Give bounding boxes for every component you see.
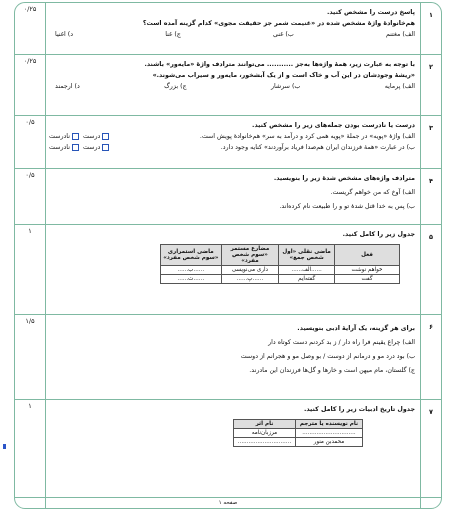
question-body <box>55 229 415 284</box>
question-score: ۱/۵ <box>25 317 35 325</box>
table-header: نام اثر <box>234 420 296 429</box>
table-header: مضارع مستمر «سوم شخص مفرد» <box>221 245 279 266</box>
table-cell-blank[interactable]: .............................. <box>295 429 362 438</box>
question-row-2 <box>15 55 441 116</box>
question-body <box>55 59 415 90</box>
item-c: ج) گلستان، مام میهن است و خارها و گل‌ها فرزندان این مادرند. <box>249 367 415 374</box>
question-row-7 <box>15 400 441 498</box>
true-label: درست <box>83 144 101 151</box>
table-header-row <box>234 420 363 429</box>
question-row-6 <box>15 315 441 400</box>
question-body <box>55 319 415 376</box>
true-false-item <box>49 131 415 142</box>
option-b[interactable]: ب) سرشار <box>270 83 301 90</box>
table-row <box>161 275 400 284</box>
question-score: ۰/۵ <box>25 171 35 179</box>
false-checkbox[interactable] <box>72 144 79 151</box>
margin-mark <box>3 444 6 449</box>
item-b: ب) پس به خدا قتل شدهٔ تو و را طبیعت نام کرده‌اند. <box>279 203 415 210</box>
question-score: ۰/۵ <box>25 118 35 126</box>
table-header: ماضی استمراری «سوم شخص مفرد» <box>161 245 222 266</box>
exam-sheet <box>14 2 442 509</box>
question-number: ۱ <box>429 11 433 19</box>
option-c[interactable]: ج) غنا <box>165 31 181 38</box>
answer-options <box>55 31 415 38</box>
question-number: ۵ <box>429 233 433 241</box>
question-instruction: برای هر گزینه، یک آرایۀ ادبی بنویسید. <box>297 325 415 332</box>
question-row-4 <box>15 169 441 225</box>
question-body <box>55 404 415 447</box>
table-cell: گفت <box>335 275 400 284</box>
true-false-choices <box>49 131 111 142</box>
question-body <box>49 120 415 153</box>
question-score: ۰/۲۵ <box>23 57 37 65</box>
true-false-item <box>49 142 415 153</box>
question-instruction: مترادف واژه‌های مشخص شدۀ زیر را بنویسید. <box>273 175 415 182</box>
table-cell-blank[interactable]: .............................. <box>234 438 296 447</box>
table-row <box>234 438 363 447</box>
question-number: ۲ <box>429 63 433 71</box>
question-row-3 <box>15 116 441 169</box>
false-label: نادرست <box>49 144 70 151</box>
question-row-1 <box>15 3 441 55</box>
table-cell-blank[interactable]: ......ب...... <box>161 266 222 275</box>
true-false-choices <box>49 142 111 153</box>
true-checkbox[interactable] <box>102 144 109 151</box>
table-cell: داری می‌نویسی <box>221 266 279 275</box>
true-label: درست <box>83 133 101 140</box>
quoted-sentence: «ریشۀ وجودشان در این آب و خاک است و از یک آبشخور، مایه‌ور و سیراب می‌شوند.» <box>152 72 415 79</box>
false-label: نادرست <box>49 133 70 140</box>
statement-b: ب) در عبارت «همۀ فرزندان ایران هم‌صدا فریاد برآوردند» کنایه وجود دارد. <box>220 144 415 151</box>
question-body <box>55 7 415 38</box>
option-a[interactable]: الف) پرمایه <box>384 83 415 90</box>
table-cell-blank[interactable]: ......الف...... <box>279 266 335 275</box>
table-cell: گفته‌ایم <box>279 275 335 284</box>
statement-a: الف) واژۀ «پویه» در جملۀ «پویه همی کرد و درآمد به سر» هم‌خانوادۀ پویش است. <box>199 133 415 140</box>
question-row-5 <box>15 225 441 315</box>
option-b[interactable]: ب) غنی <box>272 31 294 38</box>
item-a: الف) چراغ یقینم فرا راه دار / ز بد کردنم دست کوتاه دار <box>268 339 415 346</box>
table-header: فعل <box>335 245 400 266</box>
table-header: ماضی نقلی «اول شخص جمع» <box>279 245 335 266</box>
question-instruction: درست یا نادرست بودن جمله‌های زیر را مشخص کنید. <box>252 122 415 129</box>
question-instruction: جدول زیر را کامل کنید. <box>342 231 415 238</box>
option-d[interactable]: د) ارجمند <box>55 83 80 90</box>
option-c[interactable]: ج) بزرگ <box>164 83 187 90</box>
item-a: الف) آوخ که من خواهم گریست. <box>330 189 415 196</box>
table-header-row <box>161 245 400 266</box>
question-score: ۱ <box>28 402 32 410</box>
verb-table <box>160 244 400 284</box>
table-cell: محمدبن منور <box>295 438 362 447</box>
question-text: با توجه به عبارت زیر، همۀ واژه‌ها به‌جز ........... می‌توانند مترادف واژۀ «مایه‌ور» باشند. <box>144 61 415 68</box>
table-row <box>234 429 363 438</box>
table-cell-blank[interactable]: ......پ...... <box>221 275 279 284</box>
table-row <box>161 266 400 275</box>
question-number: ۴ <box>429 177 433 185</box>
page-footer: صفحه ۱ <box>218 500 238 506</box>
question-instruction: جدول تاریخ ادبیات زیر را کامل کنید. <box>303 406 415 413</box>
question-body <box>55 173 415 212</box>
true-checkbox[interactable] <box>102 133 109 140</box>
literature-table <box>233 419 363 447</box>
table-cell: مرزبان‌نامه <box>234 429 296 438</box>
table-cell: خواهم نوشت <box>335 266 400 275</box>
question-text: هم‌خانوادۀ واژۀ مشخص شده در «غنیمت شمر جز حقیقت مجوی» کدام گزینه آمده است؟ <box>142 20 415 27</box>
question-number: ۷ <box>429 408 433 416</box>
question-score: ۰/۲۵ <box>23 5 37 13</box>
option-a[interactable]: الف) مغتنم <box>385 31 415 38</box>
question-score: ۱ <box>28 227 32 235</box>
question-number: ۶ <box>429 323 433 331</box>
item-b: ب) بود درد مو و درمانم از دوست / بو وصل مو و هجرانم از دوست <box>240 353 415 360</box>
option-d[interactable]: د) اغنیا <box>55 31 74 38</box>
false-checkbox[interactable] <box>72 133 79 140</box>
answer-options <box>55 83 415 90</box>
question-number: ۳ <box>429 124 433 132</box>
table-header: نام نویسنده یا مترجم <box>295 420 362 429</box>
table-cell-blank[interactable]: ......ت...... <box>161 275 222 284</box>
question-instruction: پاسخ درست را مشخص کنید. <box>327 9 415 16</box>
